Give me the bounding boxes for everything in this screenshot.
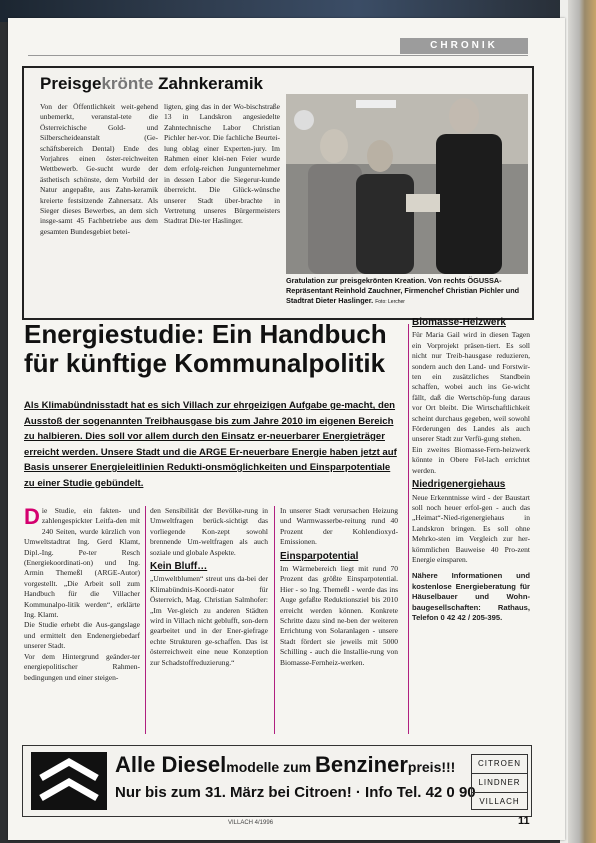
column-rule — [274, 506, 275, 734]
photo-credit: Foto: Lercher — [375, 299, 405, 305]
ad-headline: Alle Dieselmodelle zum Benzinerpreis!!! — [115, 752, 456, 777]
magazine-page — [8, 18, 565, 840]
feature-title: Preisgekrönte Zahnkeramik — [40, 74, 264, 93]
drop-cap: D — [24, 504, 40, 529]
sidebar-column — [412, 314, 530, 623]
award-photo — [286, 94, 528, 274]
article-paragraph: Vor dem Hintergrund geänder-ter energiepolitischer Rahmen-bedingungen und einer steigen- — [24, 651, 140, 682]
photo-caption: Gratulation zur preisgekrönten Kreation. Von rechts ÖGUSSA-Repräsentant Reinhold Zauchner, Firmenchef Christian Pichler und Stadtrat Dieter Haslinger. Foto: Lercher — [286, 276, 520, 305]
article-paragraph: den Sensibilität der Bevölke-rung in Umweltfragen berück-sichtigt das vorliegende Kon-zept sowohl brennende Um-weltfragen als auch soziale und globale Aspekte. — [150, 506, 268, 557]
article-paragraph: Die Studie erhebt die Aus-gangslage und ermittelt den Endenergiebedarf unserer Stadt. — [24, 620, 140, 651]
page-number: 11 — [518, 815, 530, 827]
article-column-2 — [150, 506, 268, 668]
sidebar-paragraph: Ein zweites Biomasse-Fern-heizwerk könnte in Obere Fel-lach errichtet werden. — [412, 444, 530, 475]
section-rule — [28, 55, 528, 56]
feature-column-2: ligten, ging das in der Wo-bischstraße 13 in Landskron angesiedelte Zahntechnische Labor Christian Pichler her-vor. Die fachliche Beurtei-lung oblag einer Experten-jury. Im Rahmen einer klei-nen Feier wurde dem erfolg-reichen Jungunternehmer in dessen Labor die Siegerur-kunde überreicht. Die Glück-wünsche unserer Stadt über-brachte in Vertretung unseres Bürgermeisters Stadtrat Die-ter Haslinger. — [164, 102, 280, 226]
subheading-biomasse: Biomasse-Heizwerk — [412, 317, 506, 328]
ad-subline: Nur bis zum 31. März bei Citroen! · Info Tel. 42 0 90 — [115, 784, 476, 801]
article-paragraph: In unserer Stadt verursachen Heizung und Warmwasserbe-reitung rund 40 Prozent der Kohlendioxyd-Emissionen. — [280, 506, 398, 547]
scan-right-edge — [568, 0, 596, 843]
column-rule — [145, 506, 146, 734]
dealer-line: CITROEN — [472, 755, 527, 774]
article-deck: Als Klimabündnisstadt hat es sich Villach zur ehrgeizigen Aufgabe ge-macht, den Ausstoß der sogenannten Treibhausgase bis zum Jahre 2010 im eigenen Bereich zu halbieren. Dies soll vor allem durch den Einsatz er-neuerbarer Energieträger erreicht werden. Unsere Stadt und die ARGE Er-neuerbare Energie haben jetzt auf Basis unserer Energieleitlinien Redukti-onsmöglichkeiten und Einsparpotentiale zu einer Studie gebündelt. — [24, 400, 397, 489]
subheading-kein-bluff: Kein Bluff… — [150, 561, 208, 573]
article-column-1: Die Studie, ein fakten- und zahlengespickter Leitfa-den mit 240 Seiten, wurde kürzlich von Umweltstadtrat Ing. Gerd Klamt, Dipl.-Ing. Pe-ter Resch (Energiekoordinati-on) und Ing. Armin Themeßl (ARGE-Autor) vorgestellt. „Die Arbeit soll zum Handbuch für die Villacher Kommunalpo-litik werden“, erklärte Ing. Klamt. Die Studie erhebt die Aus-gangslage und ermittelt den Endenergiebedarf unserer Stadt. Vor dem Hintergrund geänder-ter energiepolitischer Rahmen-bedingungen und einer steigen- — [24, 504, 140, 682]
dealer-box — [471, 754, 528, 810]
citroen-chevron-logo — [31, 752, 107, 810]
subheading-niedrigenergiehaus: Niedrigenergiehaus — [412, 479, 506, 491]
article-paragraph: Im Wärmebereich liegt mit rund 70 Prozent das größte Einsparpotential. Hier - so Ing. Themeßl - werde das ins Auge gefaßte Reduktionsziel bis 2010 erreicht werden können. Konkrete Schritte dazu sind ne-ben der weiteren Errichtung von Solaranlagen - unsere Stadt fördert sie jeweils mit 5000 Schilling - auch die Installie-rung von Biomasse-Fernheiz-werken. — [280, 564, 398, 667]
sidebar-paragraph: Neue Erkenntnisse wird - der Baustart soll noch heuer erfol-gen - auch das „Heimat“-Nied-rigenergiehaus in Landskron bringen. Es soll ohne Mehrko-sten im Vergleich zur her-kömmlichen Bauweise 40 Pro-zent Energie einsparen. — [412, 492, 530, 564]
article-paragraph: „Umweltblumen“ streut uns da-bei der Klimabündnis-Koordi-nator für Österreich, Mag. Christian Salmhofer: „Im Ver-gleich zu anderen Städten wird in Villach nicht geblufft, son-dern gearbeitet und in der Ener-giefrage echte Strukturen ge-schaffen. Das ist österreichweit eine neue Konzeption zur Schadstoffreduzierung.“ — [150, 574, 268, 667]
article-column-3 — [280, 506, 398, 668]
page-footer: VILLACH 4/1996 — [228, 820, 274, 826]
section-label: CHRONIK — [400, 38, 528, 54]
feature-box — [22, 66, 534, 320]
dealer-line: LINDNER — [472, 774, 527, 793]
citroen-advertisement — [22, 745, 532, 817]
dealer-line: VILLACH — [479, 797, 520, 806]
info-contact: Nähere Informationen und kostenlose Energieberatung für Häuselbauer und Wohn-baugesellschaften: Rathaus, Telefon 0 42 42 / 205-395. — [412, 571, 530, 622]
sidebar-paragraph: Für Maria Gail wird in diesen Tagen ein Vorprojekt präsen-tiert. Es soll nicht nur Treib-hausgase reduzieren, sondern auch den Land- und Forstwir-ten ein zusätzliches Standbein schaffen, wobei auch ins Ge-wicht fällt, daß die Wertschöp-fung daraus vor Ort bleibt. Die Wirtschaftlichkeit scheint durchaus gegeben, weil sowohl Förderungen des Landes als auch unserer Stadt zur Verfü-gung stehen. — [412, 330, 530, 444]
feature-column-1: Von der Öffentlichkeit weit-gehend unbemerkt, veranstal-tete die Österreichische Gold- und Silberscheideanstalt (Ge-schäftsbereich Dental) Ende des Vorjahres einen öster-reichweiten Wettbewerb. Ge-sucht wurde der ästhetisch schönste, dem Vorbild der Natur angepaßte, aus Zahn-keramik kreierte festsitzende Zahnersatz. Als Sieger dieses Bewerbes, an dem sich insge-samt 45 Fachbetriebe aus dem gesamten Bundesgebiet betei- — [40, 102, 158, 236]
subheading-einsparpotential: Einsparpotential — [280, 550, 359, 562]
sidebar-rule — [408, 324, 409, 734]
article-headline: Energiestudie: Ein Handbuch für künftige Kommunalpolitik — [24, 319, 387, 378]
